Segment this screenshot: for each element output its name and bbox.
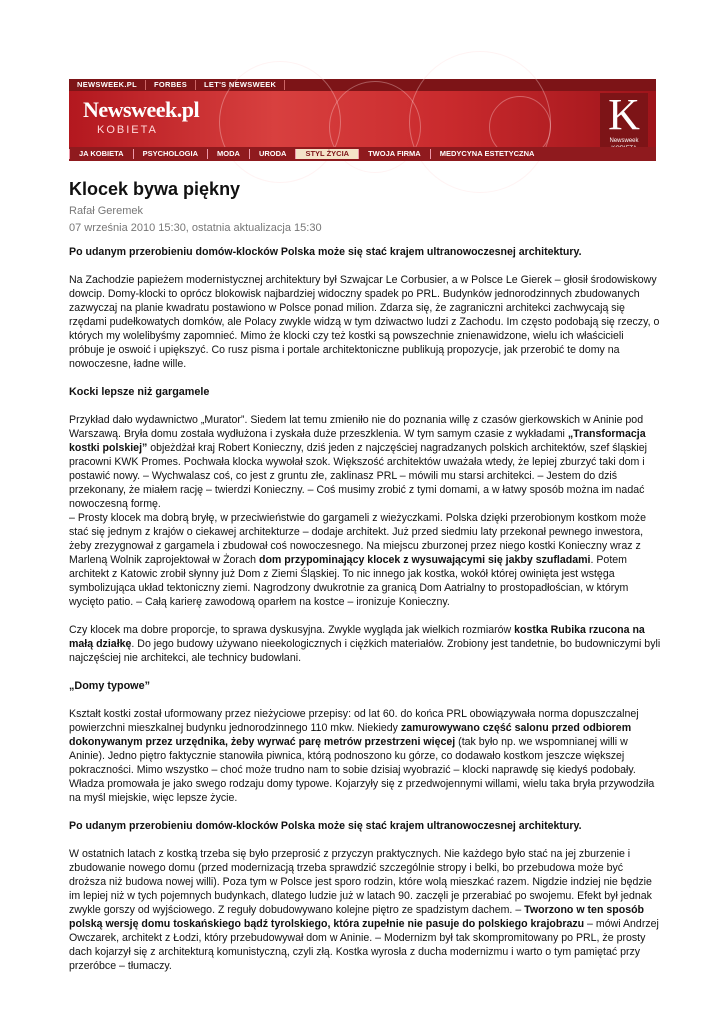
section-psychologia[interactable]: PSYCHOLOGIA xyxy=(133,149,207,159)
section-ja-kobieta[interactable]: JA KOBIETA xyxy=(69,149,133,159)
article-date: 07 września 2010 15:30, ostatnia aktualizacja 15:30 xyxy=(69,222,322,234)
article-body xyxy=(69,245,661,987)
top-nav-forbes[interactable]: FORBES xyxy=(146,80,196,90)
banner-graphic xyxy=(69,91,656,147)
section-nav xyxy=(69,147,656,161)
article-title: Klocek bywa piękny xyxy=(69,179,241,199)
site-logo[interactable]: Newsweek.pl xyxy=(83,97,200,122)
section-twoja-firma[interactable]: TWOJA FIRMA xyxy=(358,149,430,159)
article-author: Rafał Geremek xyxy=(69,205,143,217)
paragraph-5: Kształt kostki został uformowany przez nieżyciowe przepisy: od lat 60. do końca PRL obowiązywała norma dopuszczalnej powierzchni mieszkalnej budynku jednorodzinnego 110 mkw. Niekiedy zamurowywano część salonu przed odbiorem dokonywanym przez urzędnika, żeby wyrwać parę metrów przestrzeni więcej (tak było np. we wspomnianej willi w Aninie). Jedno piętro faktycznie stanowiła piwnica, którą podnoszono ku górze, co dodawało kostkom jeszcze większej pokraczności. Mimo wszystko – choć może trudno nam to sobie dzisiaj wyobrazić – klocki naprawdę się kiedyś podobały. Władza promowała je jako swego rodzaju domy typowe. Kojarzyły się z przedwojennymi willami, wielu taka bryła przywodziła na myśl miejskie, więc lepsze życie. xyxy=(69,708,655,804)
subheading-2: „Domy typowe” xyxy=(69,680,150,692)
paragraph-4: Czy klocek ma dobre proporcje, to sprawa dyskusyjna. Zwykle wygląda jak wielkich rozmiarów kostka Rubika rzucona na małą działkę. Do jego budowy używano nieekologicznych i ciężkich materiałów. Zrobiony jest tandetnie, bo budowniczymi byli najczęściej nie architekci, ale technicy budowlani. xyxy=(69,624,661,664)
paragraph-1: Na Zachodzie papieżem modernistycznej architektury był Szwajcar Le Corbusier, a w Polsce Le Gierek – głosił środowiskowy dowcip. Domy-klocki to oprócz blokowisk najbardziej widoczny spadek po PRL. Budynków jednorodzinnych zbudowanych zazwyczaj na planie kwadratu postawiono w Polsce ponad milion. Zdarza się, że zagraniczni architekci zachwycają się rzędami pudełkowatych domków, ale Polacy zwykle widzą w tym dziwactwo ludzi z Zachodu. Im często podobają się rzeczy, o których my wolelibyśmy zapomnieć. Mimo że klocki czy też kostki są powszechnie znienawidzone, wielu ich właścicieli próbuje je oswoić i upiększyć. Co rusz pisma i portale architektoniczne publikują propozycje, jak przerobić te domy na nowoczesne, ładne wille. xyxy=(69,274,660,370)
paragraph-2: Przykład dało wydawnictwo „Murator”. Siedem lat temu zmieniło nie do poznania willę z czasów gierkowskich w Aninie pod Warszawą. Bryła domu została wydłużona i zyskała duże przeszklenia. W tym samym czasie z wykładami „Transformacja kostki polskiej” objeżdżał kraj Robert Konieczny, dziś jeden z najczęściej nagradzanych polskich architektów, szef śląskiej pracowni KWK Promes. Pochwała klocka wywołał szok. Większość architektów uważała wtedy, że lepiej zburzyć taki dom i postawić nowy. – Wychwalasz coś, co jest z gruntu złe, zaklinasz PRL – mówili mu starsi architekci. – Jestem do dziś przekonany, że miałem rację – twierdzi Konieczny. – Coś musimy zrobić z tymi domami, a w łatwy sposób można im nadać nowoczesną formę. xyxy=(69,414,648,510)
site-banner xyxy=(69,79,656,161)
article-lead: Po udanym przerobieniu domów-klocków Polska może się stać krajem ultranowoczesnej architektury. xyxy=(69,246,582,258)
section-moda[interactable]: MODA xyxy=(207,149,249,159)
article-lead-repeat: Po udanym przerobieniu domów-klocków Polska może się stać krajem ultranowoczesnej architektury. xyxy=(69,820,582,832)
top-nav-lets-newsweek[interactable]: LET'S NEWSWEEK xyxy=(196,80,285,90)
section-styl-zycia[interactable]: STYL ŻYCIA xyxy=(295,149,358,159)
section-medycyna-estetyczna[interactable]: MEDYCYNA ESTETYCZNA xyxy=(430,149,544,159)
paragraph-6: W ostatnich latach z kostką trzeba się było przeprosić z przyczyn praktycznych. Nie każdego było stać na jej zburzenie i zbudowanie nowego domu (przed modernizacją trzeba sprawdzić szczególnie stropy i belki, bo przebudowa może być droższa niż budowa nowej willi). Poza tym w Polsce jest sporo rodzin, które wolą mieszkać razem. Nigdzie indziej nie będzie im lepiej niż w tych pojemnych budynkach, dlatego ludzie już w latach 90. zaczęli je przerabiać po swojemu. Efekt był jednak zwykle gorszy od wyjściowego. Z reguły dobudowywano kolejne piętro ze spadzistym dachem. – Tworzono w ten sposób polską wersję domu toskańskiego bądź tyrolskiego, która zupełnie nie pasuje do polskiego krajobrazu – mówi Andrzej Owczarek, architekt z Łodzi, który przebudowywał dom w Aninie. – Modernizm był tak skompromitowany po PRL, że prosty dach kojarzył się z architekturą komunistyczną, czyli złą. Kostka wyrosła z ducha modernizmu i warto o tym pamiętać przy przeróbce – tłumaczy. xyxy=(69,848,659,972)
section-uroda[interactable]: URODA xyxy=(249,149,296,159)
site-logo-sub: KOBIETA xyxy=(97,124,158,136)
subheading-1: Kocki lepsze niż gargamele xyxy=(69,386,210,398)
badge-letter: K xyxy=(608,90,640,139)
top-nav-newsweek[interactable]: NEWSWEEK.PL xyxy=(69,80,146,90)
badge-brand: Newsweek xyxy=(609,138,639,144)
paragraph-3: – Prosty klocek ma dobrą bryłę, w przeciwieństwie do gargameli z wieżyczkami. Polska dzięki przerobionym kostkom może stać się jednym z krajów o ciekawej architekturze – dodaje architekt. Już przed siedmiu laty przekonał pewnego inwestora, żeby zrezygnował z gargamela i zbudował coś nowoczesnego. Na miejscu zburzonej przez niego kostki Konieczny wraz z Marleną Wolnik zaprojektował w Żorach dom przypominający klocek z wysuwającymi się jakby szufladami. Potem architekt z Katowic zrobił słynny już Dom z Ziemi Śląskiej. To nic innego jak kostka, wokół której owinięta jest wstęga symbolizująca układ tektoniczny ziemi. Nagrodzony dwukrotnie za granicą Dom Aatrialny to prostopadłościan, w którym wycięto patio. – Całą karierę zawodową oparłem na kostce – ironizuje Konieczny. xyxy=(69,512,646,608)
